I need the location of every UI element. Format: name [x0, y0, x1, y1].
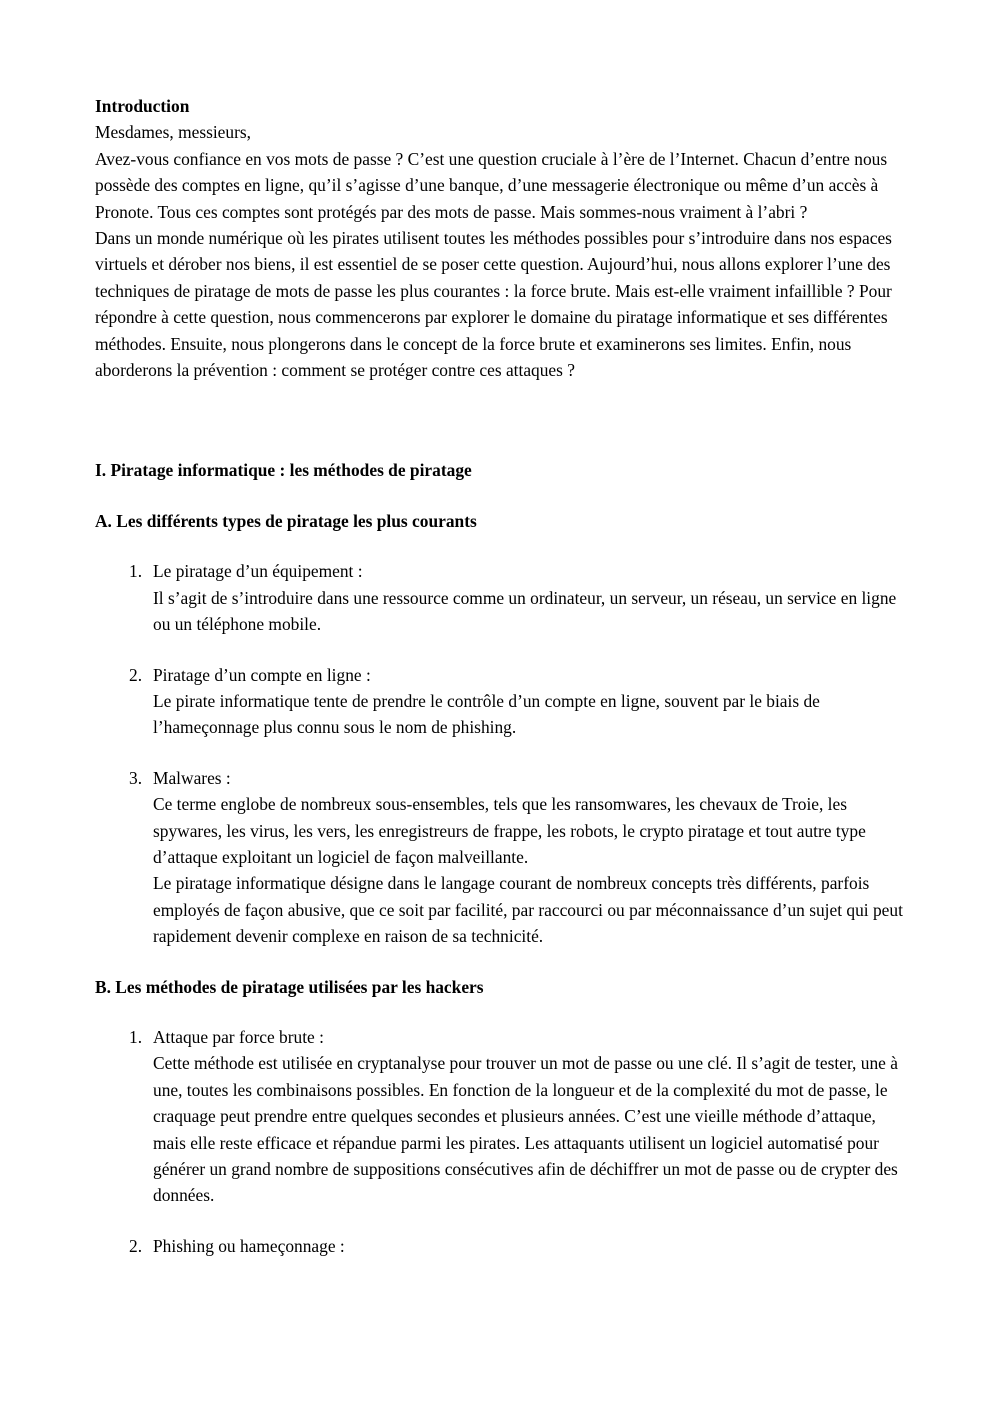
subsection-heading: B. Les méthodes de piratage utilisées par les hackers [95, 976, 484, 997]
list-item-text: Ce terme englobe de nombreux sous-ensembles, tels que les ransomwares, les chevaux de Troie, les spywares, les virus, les vers, les enregistreurs de frappe, les robots, le crypto piratage et tout autre type d’attaque exploitant un logiciel de façon malveillante. [153, 794, 866, 867]
section-heading: I. Piratage informatique : les méthodes de piratage [95, 460, 472, 481]
intro-paragraph: Avez-vous confiance en vos mots de passe ? C’est une question cruciale à l’ère de l’Internet. Chacun d’entre nous possède des comptes en ligne, qu’il s’agisse d’une banque, d’une messagerie électronique ou même d’un accès à Pronote. Tous ces comptes sont protégés par des mots de passe. Mais sommes-nous vraiment à l’abri ? [95, 148, 888, 222]
list-item [95, 1233, 905, 1259]
list-item-text: Le pirate informatique tente de prendre le contrôle d’un compte en ligne, souvent par le biais de l’hameçonnage plus connu sous le nom de phishing. [153, 690, 820, 738]
numbered-list [95, 558, 905, 949]
list-item-text: Le piratage informatique désigne dans le langage courant de nombreux concepts très différents, parfois employés de façon abusive, que ce soit par facilité, par raccourci ou par méconnaissance d’un sujet qui peut rapidement devenir complexe en raison de sa technicité. [153, 873, 903, 947]
intro-paragraph: Dans un monde numérique où les pirates utilisent toutes les méthodes possibles pour s’introduire dans nos espaces virtuels et dérober nos biens, il est essentiel de se poser cette question. Aujourd’hui, nous allons explorer l’une des techniques de piratage de mots de passe les plus courantes : la force brute. Mais est-elle vraiment infaillible ? Pour répondre à cette question, nous commencerons par explorer le domaine du piratage informatique et ses différentes méthodes. Ensuite, nous plongerons dans le concept de la force brute et examinerons ses limites. Enfin, nous aborderons la prévention : comment se protéger contre ces attaques ? [95, 228, 892, 381]
subsection-heading: A. Les différents types de piratage les plus courants [95, 510, 477, 531]
intro-greeting: Mesdames, messieurs, [95, 122, 252, 143]
list-item-title: Attaque par force brute : [153, 1026, 324, 1047]
list-number: 1. [129, 561, 143, 582]
list-item-title: Piratage d’un compte en ligne : [153, 664, 371, 685]
numbered-list [95, 1024, 905, 1259]
list-number: 2. [129, 664, 143, 685]
list-number: 1. [129, 1026, 143, 1047]
list-item [95, 1024, 905, 1209]
list-item [95, 765, 905, 950]
list-item-title: Le piratage d’un équipement : [153, 561, 363, 582]
intro-title: Introduction [95, 96, 190, 116]
document-page [95, 93, 905, 1259]
list-number: 3. [129, 767, 143, 788]
list-item-title: Malwares : [153, 767, 231, 788]
list-item [95, 662, 905, 741]
list-item [95, 558, 905, 637]
list-item-title: Phishing ou hameçonnage : [153, 1235, 345, 1256]
list-item-text: Cette méthode est utilisée en cryptanalyse pour trouver un mot de passe ou une clé. Il s’agit de tester, une à une, toutes les combinaisons possibles. En fonction de la longueur et de la complexité du mot de passe, le craquage peut prendre entre quelques secondes et plusieurs années. C’est une vieille méthode d’attaque, mais elle reste efficace et répandue parmi les pirates. Les attaquants utilisent un logiciel automatisé pour générer un grand nombre de suppositions consécutives afin de déchiffrer un mot de passe ou de crypter des données. [153, 1053, 898, 1206]
list-number: 2. [129, 1235, 143, 1256]
list-item-text: Il s’agit de s’introduire dans une ressource comme un ordinateur, un serveur, un réseau, un service en ligne ou un téléphone mobile. [153, 587, 897, 635]
